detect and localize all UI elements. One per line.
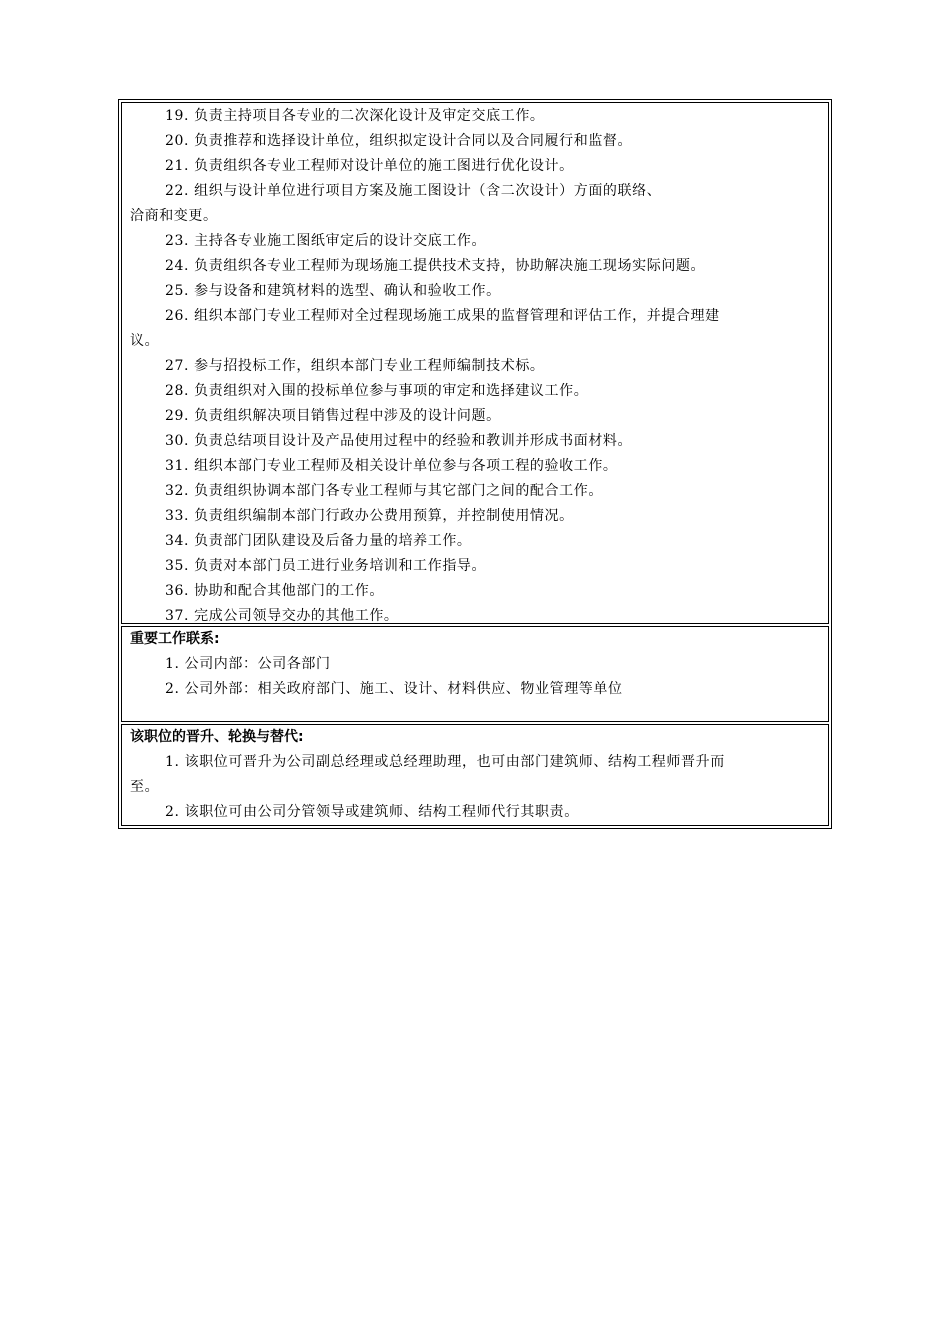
duty-item-37: 37. 完成公司领导交办的其他工作。 bbox=[165, 608, 399, 624]
duty-item-22: 22. 组织与设计单位进行项目方案及施工图设计（含二次设计）方面的联络、 bbox=[165, 183, 662, 199]
duty-item-28: 28. 负责组织对入围的投标单位参与事项的审定和选择建议工作。 bbox=[165, 383, 589, 399]
duty-item-26-continued: 议。 bbox=[130, 333, 160, 349]
promotion-item-2: 2. 该职位可由公司分管领导或建筑师、结构工程师代行其职责。 bbox=[165, 804, 579, 820]
duty-item-22-continued: 洽商和变更。 bbox=[130, 208, 218, 224]
duty-item-32: 32. 负责组织协调本部门各专业工程师与其它部门之间的配合工作。 bbox=[165, 483, 603, 499]
relation-external: 2. 公司外部：相关政府部门、施工、设计、材料供应、物业管理等单位 bbox=[165, 681, 623, 697]
duties-section bbox=[121, 102, 829, 624]
duty-item-29: 29. 负责组织解决项目销售过程中涉及的设计问题。 bbox=[165, 408, 501, 424]
duty-item-31: 31. 组织本部门专业工程师及相关设计单位参与各项工程的验收工作。 bbox=[165, 458, 618, 474]
work-relations-heading: 重要工作联系: bbox=[130, 631, 220, 647]
duty-item-35: 35. 负责对本部门员工进行业务培训和工作指导。 bbox=[165, 558, 487, 574]
duty-item-23: 23. 主持各专业施工图纸审定后的设计交底工作。 bbox=[165, 233, 487, 249]
duty-item-26: 26. 组织本部门专业工程师对全过程现场施工成果的监督管理和评估工作，并提合理建 bbox=[165, 308, 720, 324]
promotion-heading: 该职位的晋升、轮换与替代: bbox=[130, 729, 304, 745]
duty-item-20: 20. 负责推荐和选择设计单位，组织拟定设计合同以及合同履行和监督。 bbox=[165, 133, 633, 149]
duty-item-36: 36. 协助和配合其他部门的工作。 bbox=[165, 583, 384, 599]
duty-item-27: 27. 参与招投标工作，组织本部门专业工程师编制技术标。 bbox=[165, 358, 545, 374]
duty-item-25: 25. 参与设备和建筑材料的选型、确认和验收工作。 bbox=[165, 283, 501, 299]
duty-item-21: 21. 负责组织各专业工程师对设计单位的施工图进行优化设计。 bbox=[165, 158, 574, 174]
duty-item-19: 19. 负责主持项目各专业的二次深化设计及审定交底工作。 bbox=[165, 108, 545, 124]
duty-item-30: 30. 负责总结项目设计及产品使用过程中的经验和教训并形成书面材料。 bbox=[165, 433, 633, 449]
duty-item-33: 33. 负责组织编制本部门行政办公费用预算，并控制使用情况。 bbox=[165, 508, 574, 524]
promotion-item-1-continued: 至。 bbox=[130, 779, 160, 795]
job-description-table bbox=[118, 99, 832, 829]
duty-item-34: 34. 负责部门团队建设及后备力量的培养工作。 bbox=[165, 533, 472, 549]
duty-item-24: 24. 负责组织各专业工程师为现场施工提供技术支持，协助解决施工现场实际问题。 bbox=[165, 258, 706, 274]
promotion-section bbox=[121, 724, 829, 826]
promotion-item-1: 1. 该职位可晋升为公司副总经理或总经理助理，也可由部门建筑师、结构工程师晋升而 bbox=[165, 754, 725, 770]
work-relations-section bbox=[121, 626, 829, 722]
relation-internal: 1. 公司内部：公司各部门 bbox=[165, 656, 331, 672]
